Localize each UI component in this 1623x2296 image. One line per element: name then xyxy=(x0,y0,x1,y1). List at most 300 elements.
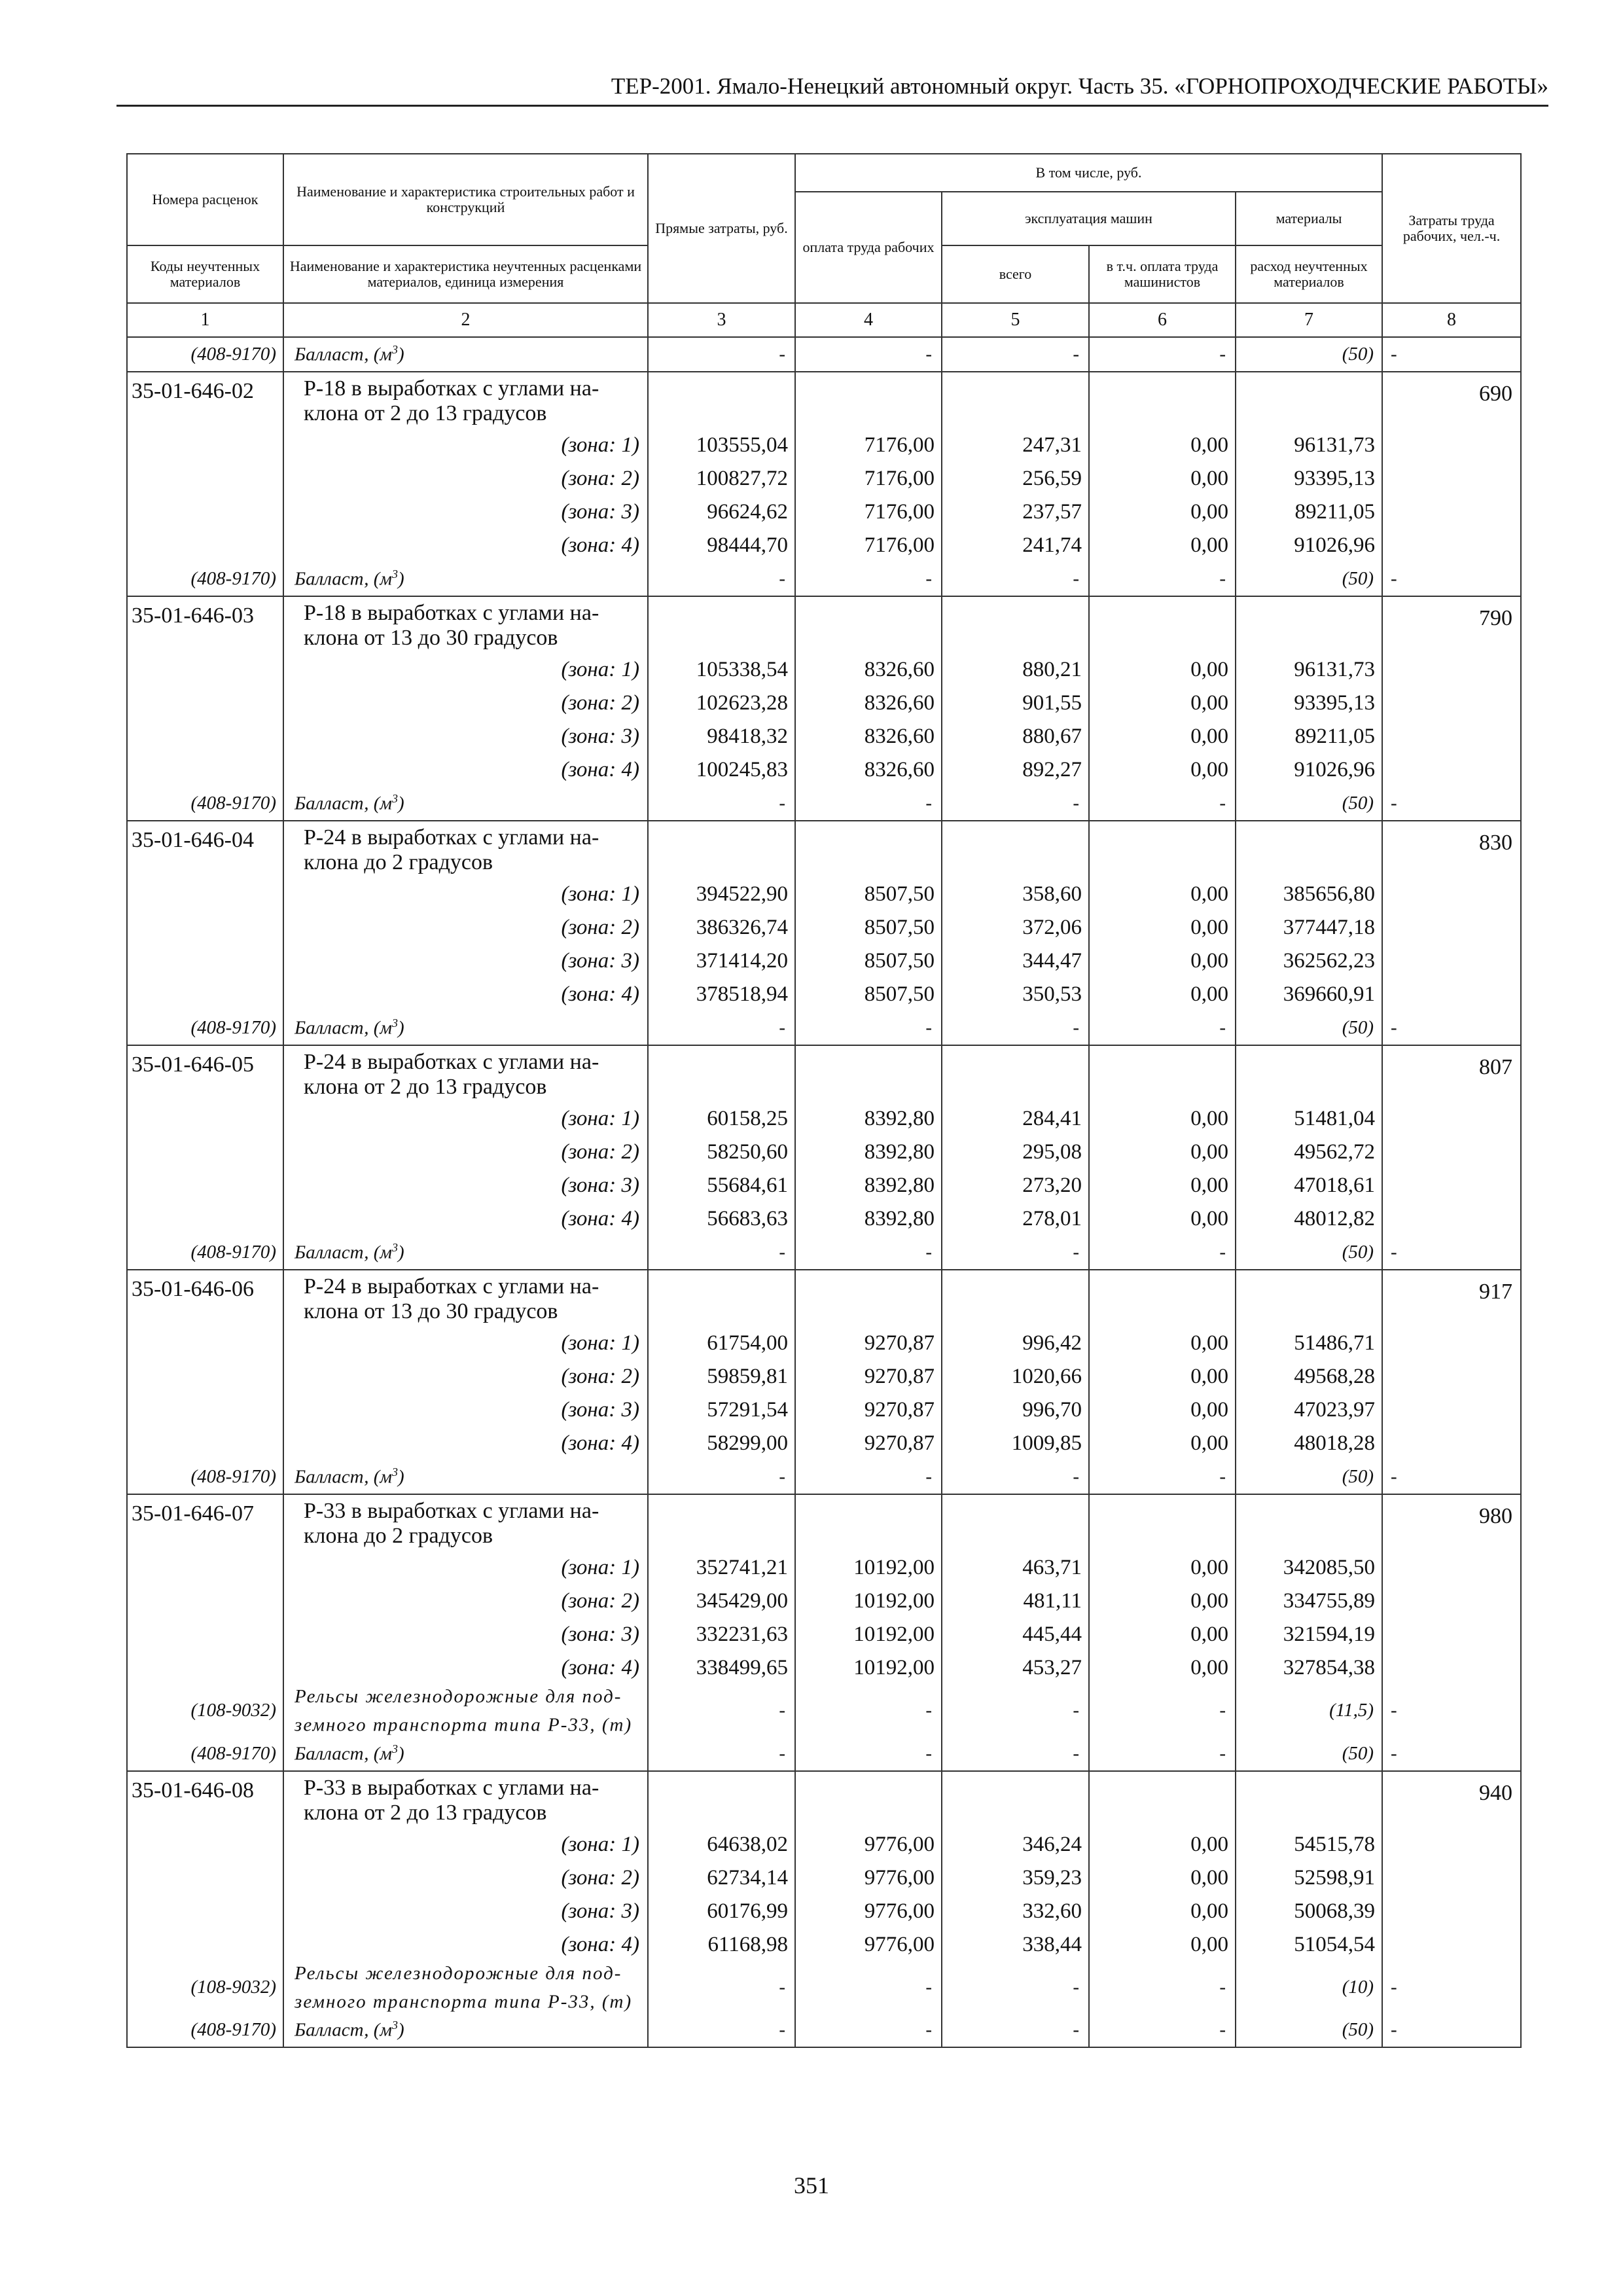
direct-cost: 352741,21 xyxy=(648,1551,795,1585)
col-code-bottom: Коды неучтенных материалов xyxy=(127,245,283,303)
direct-cost: 394522,90 xyxy=(648,878,795,911)
direct-cost: 332231,63 xyxy=(648,1618,795,1651)
col-labor: Затраты труда рабочих, чел.-ч. xyxy=(1382,154,1521,303)
rate-title: Р-18 в выработках с углами на-клона от 2 до 13 градусов xyxy=(283,372,648,429)
empty-cell xyxy=(127,529,283,562)
machine-cost: 358,60 xyxy=(942,878,1089,911)
materials-cost: 369660,91 xyxy=(1236,978,1382,1011)
materials-cost: 89211,05 xyxy=(1236,720,1382,753)
rate-title: Р-33 в выработках с углами на-клона от 2 до 13 градусов xyxy=(283,1771,648,1828)
empty-cell xyxy=(127,429,283,462)
wages-cost: 10192,00 xyxy=(795,1651,942,1685)
zone-label: (зона: 2) xyxy=(283,911,648,944)
empty-cell xyxy=(1382,495,1521,529)
direct-cost: 345429,00 xyxy=(648,1585,795,1618)
empty-cell xyxy=(1382,911,1521,944)
material-quantity: (50) xyxy=(1236,1011,1382,1045)
empty-cell xyxy=(795,1270,942,1327)
rate-code: 35-01-646-08 xyxy=(127,1771,283,1828)
material-row: (108-9032) Рельсы железнодорожные для под-земного транспорта типа Р-33, (т) - - - - (10) - xyxy=(127,1962,1521,2014)
direct-cost: 96624,62 xyxy=(648,495,795,529)
material-code: (408-9170) xyxy=(127,1011,283,1045)
direct-cost: 60176,99 xyxy=(648,1895,795,1928)
col-number-7: 7 xyxy=(1236,303,1382,337)
materials-cost: 321594,19 xyxy=(1236,1618,1382,1651)
zone-row xyxy=(127,1551,1521,1585)
materials-cost: 91026,96 xyxy=(1236,529,1382,562)
machine-wages-cost: 0,00 xyxy=(1089,878,1236,911)
material-code: (108-9032) xyxy=(127,1685,283,1737)
rate-title-row xyxy=(127,372,1521,429)
empty-cell xyxy=(795,1494,942,1551)
page-header-title: ТЕР-2001. Ямало-Ненецкий автономный округ. Часть 35. «ГОРНОПРОХОДЧЕСКИЕ РАБОТЫ» xyxy=(611,73,1548,99)
zone-label: (зона: 1) xyxy=(283,429,648,462)
empty-cell xyxy=(1236,1494,1382,1551)
zone-label: (зона: 1) xyxy=(283,1551,648,1585)
zone-row xyxy=(127,1828,1521,1861)
zone-row xyxy=(127,1393,1521,1427)
materials-cost: 50068,39 xyxy=(1236,1895,1382,1928)
rate-title-row xyxy=(127,821,1521,878)
empty-cell xyxy=(795,596,942,653)
zone-row xyxy=(127,529,1521,562)
machine-cost: 284,41 xyxy=(942,1102,1089,1136)
empty-cell xyxy=(1236,596,1382,653)
col-code-top: Номера расценок xyxy=(127,154,283,245)
page-number: 351 xyxy=(794,2172,829,2198)
zone-label: (зона: 2) xyxy=(283,1585,648,1618)
empty-cell xyxy=(1382,1393,1521,1427)
zone-label: (зона: 4) xyxy=(283,1651,648,1685)
wages-cost: 8507,50 xyxy=(795,978,942,1011)
empty-cell xyxy=(127,1861,283,1895)
empty-cell xyxy=(648,1494,795,1551)
empty-cell xyxy=(1382,1895,1521,1928)
machine-cost: 350,53 xyxy=(942,978,1089,1011)
materials-cost: 327854,38 xyxy=(1236,1651,1382,1685)
zone-row xyxy=(127,1427,1521,1460)
empty-cell xyxy=(1382,1427,1521,1460)
zone-row xyxy=(127,462,1521,495)
labor-value: 830 xyxy=(1382,821,1521,878)
material-quantity: (10) xyxy=(1236,1962,1382,2014)
empty-cell xyxy=(1089,1771,1236,1828)
empty-cell xyxy=(1382,1928,1521,1962)
material-name: Балласт, $(м^3)$ xyxy=(283,1460,648,1494)
machine-cost: 481,11 xyxy=(942,1585,1089,1618)
empty-cell xyxy=(1382,1828,1521,1861)
materials-cost: 51054,54 xyxy=(1236,1928,1382,1962)
col-machines-total: всего xyxy=(942,245,1089,303)
material-name: Балласт, $(м^3)$ xyxy=(283,1011,648,1045)
machine-cost: 241,74 xyxy=(942,529,1089,562)
materials-cost: 51481,04 xyxy=(1236,1102,1382,1136)
empty-cell xyxy=(648,1045,795,1102)
materials-cost: 51486,71 xyxy=(1236,1327,1382,1360)
machine-wages-cost: 0,00 xyxy=(1089,1136,1236,1169)
empty-cell xyxy=(942,1045,1089,1102)
empty-cell xyxy=(1382,944,1521,978)
materials-cost: 91026,96 xyxy=(1236,753,1382,787)
direct-cost: 56683,63 xyxy=(648,1202,795,1236)
material-quantity: (11,5) xyxy=(1236,1685,1382,1737)
rate-title: Р-24 в выработках с углами на-клона от 2 до 13 градусов xyxy=(283,1045,648,1102)
direct-cost: 58299,00 xyxy=(648,1427,795,1460)
wages-cost: 8326,60 xyxy=(795,720,942,753)
labor-value: 807 xyxy=(1382,1045,1521,1102)
zone-label: (зона: 4) xyxy=(283,978,648,1011)
machine-cost: 338,44 xyxy=(942,1928,1089,1962)
price-table xyxy=(126,153,1522,2048)
wages-cost: 9270,87 xyxy=(795,1427,942,1460)
zone-row xyxy=(127,944,1521,978)
material-name: Балласт, $(м^3)$ xyxy=(283,2013,648,2047)
direct-cost: 100245,83 xyxy=(648,753,795,787)
zone-row xyxy=(127,1861,1521,1895)
direct-cost: 57291,54 xyxy=(648,1393,795,1427)
rate-title-row xyxy=(127,1045,1521,1102)
empty-cell xyxy=(1382,720,1521,753)
col-name-top: Наименование и характеристика строительных работ и конструкций xyxy=(283,154,648,245)
empty-cell xyxy=(795,821,942,878)
empty-cell xyxy=(127,1895,283,1928)
empty-cell xyxy=(1089,1494,1236,1551)
materials-cost: 49562,72 xyxy=(1236,1136,1382,1169)
rate-title-row xyxy=(127,1494,1521,1551)
empty-cell xyxy=(942,821,1089,878)
wages-cost: 8326,60 xyxy=(795,687,942,720)
zone-row xyxy=(127,1202,1521,1236)
zone-row xyxy=(127,687,1521,720)
rate-title-row xyxy=(127,1270,1521,1327)
zone-row xyxy=(127,753,1521,787)
material-row: (408-9170) Балласт, $(м^3)$ - - - - (50) - xyxy=(127,337,1521,372)
materials-cost: 54515,78 xyxy=(1236,1828,1382,1861)
materials-cost: 93395,13 xyxy=(1236,462,1382,495)
machine-cost: 344,47 xyxy=(942,944,1089,978)
empty-cell xyxy=(1382,1551,1521,1585)
labor-value: 917 xyxy=(1382,1270,1521,1327)
materials-cost: 47023,97 xyxy=(1236,1393,1382,1427)
material-quantity: (50) xyxy=(1236,787,1382,821)
empty-cell xyxy=(1382,462,1521,495)
machine-wages-cost: 0,00 xyxy=(1089,1551,1236,1585)
machine-wages-cost: 0,00 xyxy=(1089,1928,1236,1962)
machine-cost: 463,71 xyxy=(942,1551,1089,1585)
direct-cost: 61168,98 xyxy=(648,1928,795,1962)
empty-cell xyxy=(127,462,283,495)
zone-label: (зона: 4) xyxy=(283,1928,648,1962)
rate-code: 35-01-646-05 xyxy=(127,1045,283,1102)
table-header xyxy=(127,154,1521,337)
machine-cost: 996,42 xyxy=(942,1327,1089,1360)
empty-cell xyxy=(127,1393,283,1427)
materials-cost: 93395,13 xyxy=(1236,687,1382,720)
material-name: Балласт, $(м^3)$ xyxy=(283,1737,648,1771)
zone-label: (зона: 1) xyxy=(283,653,648,687)
empty-cell xyxy=(1382,1169,1521,1202)
zone-row xyxy=(127,911,1521,944)
empty-cell xyxy=(942,1771,1089,1828)
zone-row xyxy=(127,1618,1521,1651)
rate-code: 35-01-646-04 xyxy=(127,821,283,878)
wages-cost: 9776,00 xyxy=(795,1861,942,1895)
zone-row xyxy=(127,720,1521,753)
empty-cell xyxy=(1089,596,1236,653)
empty-cell xyxy=(1089,1045,1236,1102)
material-name: Рельсы железнодорожные для под-земного транспорта типа Р-33, (т) xyxy=(283,1685,648,1737)
materials-cost: 377447,18 xyxy=(1236,911,1382,944)
wages-cost: 8326,60 xyxy=(795,653,942,687)
col-number-3: 3 xyxy=(648,303,795,337)
col-group-title: В том числе, руб. xyxy=(795,154,1382,192)
labor-value: 690 xyxy=(1382,372,1521,429)
machine-cost: 1009,85 xyxy=(942,1427,1089,1460)
empty-cell xyxy=(1382,529,1521,562)
direct-cost: 102623,28 xyxy=(648,687,795,720)
zone-label: (зона: 3) xyxy=(283,495,648,529)
material-quantity: (50) xyxy=(1236,1236,1382,1270)
empty-cell xyxy=(127,911,283,944)
material-name: Балласт, $(м^3)$ xyxy=(283,337,648,372)
zone-row xyxy=(127,429,1521,462)
empty-cell xyxy=(127,1551,283,1585)
empty-cell xyxy=(127,1169,283,1202)
machine-cost: 880,21 xyxy=(942,653,1089,687)
direct-cost: 338499,65 xyxy=(648,1651,795,1685)
empty-cell xyxy=(1382,1618,1521,1651)
material-code: (408-9170) xyxy=(127,787,283,821)
machine-cost: 237,57 xyxy=(942,495,1089,529)
wages-cost: 9270,87 xyxy=(795,1393,942,1427)
rate-title-row xyxy=(127,1771,1521,1828)
material-name: Балласт, $(м^3)$ xyxy=(283,1236,648,1270)
empty-cell xyxy=(127,878,283,911)
direct-cost: 386326,74 xyxy=(648,911,795,944)
empty-cell xyxy=(127,1928,283,1962)
zone-label: (зона: 1) xyxy=(283,1327,648,1360)
direct-cost: 59859,81 xyxy=(648,1360,795,1393)
material-code: (408-9170) xyxy=(127,1236,283,1270)
empty-cell xyxy=(1382,429,1521,462)
empty-cell xyxy=(1382,687,1521,720)
col-machines: эксплуатация машин xyxy=(942,192,1236,245)
empty-cell xyxy=(942,596,1089,653)
col-direct: Прямые затраты, руб. xyxy=(648,154,795,303)
materials-cost: 48012,82 xyxy=(1236,1202,1382,1236)
direct-cost: 62734,14 xyxy=(648,1861,795,1895)
empty-cell xyxy=(1382,1585,1521,1618)
empty-cell xyxy=(648,596,795,653)
empty-cell xyxy=(1089,821,1236,878)
machine-wages-cost: 0,00 xyxy=(1089,529,1236,562)
zone-label: (зона: 4) xyxy=(283,529,648,562)
material-code: (408-9170) xyxy=(127,562,283,596)
material-name: Балласт, $(м^3)$ xyxy=(283,562,648,596)
materials-cost: 52598,91 xyxy=(1236,1861,1382,1895)
machine-cost: 996,70 xyxy=(942,1393,1089,1427)
direct-cost: 105338,54 xyxy=(648,653,795,687)
empty-cell xyxy=(1382,753,1521,787)
wages-cost: 9776,00 xyxy=(795,1895,942,1928)
empty-cell xyxy=(127,978,283,1011)
machine-wages-cost: 0,00 xyxy=(1089,687,1236,720)
material-row: (408-9170) Балласт, $(м^3)$ - - - - (50) - xyxy=(127,1737,1521,1771)
table-body xyxy=(127,337,1521,2047)
machine-cost: 445,44 xyxy=(942,1618,1089,1651)
materials-cost: 49568,28 xyxy=(1236,1360,1382,1393)
direct-cost: 100827,72 xyxy=(648,462,795,495)
col-number-4: 4 xyxy=(795,303,942,337)
materials-cost: 96131,73 xyxy=(1236,653,1382,687)
machine-wages-cost: 0,00 xyxy=(1089,462,1236,495)
material-name: Рельсы железнодорожные для под-земного транспорта типа Р-33, (т) xyxy=(283,1962,648,2014)
machine-wages-cost: 0,00 xyxy=(1089,1393,1236,1427)
material-quantity: (50) xyxy=(1236,337,1382,372)
material-code: (408-9170) xyxy=(127,1460,283,1494)
materials-cost: 96131,73 xyxy=(1236,429,1382,462)
material-quantity: (50) xyxy=(1236,562,1382,596)
zone-row xyxy=(127,1895,1521,1928)
empty-cell xyxy=(127,944,283,978)
machine-cost: 880,67 xyxy=(942,720,1089,753)
material-row: (408-9170) Балласт, $(м^3)$ - - - - (50) - xyxy=(127,787,1521,821)
empty-cell xyxy=(1236,1045,1382,1102)
zone-label: (зона: 4) xyxy=(283,1202,648,1236)
materials-cost: 47018,61 xyxy=(1236,1169,1382,1202)
labor-value: 940 xyxy=(1382,1771,1521,1828)
machine-wages-cost: 0,00 xyxy=(1089,1102,1236,1136)
empty-cell xyxy=(1236,372,1382,429)
empty-cell xyxy=(648,821,795,878)
empty-cell xyxy=(795,1045,942,1102)
col-name-bottom: Наименование и характеристика неучтенных расценками материалов, единица измерения xyxy=(283,245,648,303)
materials-cost: 362562,23 xyxy=(1236,944,1382,978)
zone-label: (зона: 1) xyxy=(283,1828,648,1861)
col-number-8: 8 xyxy=(1382,303,1521,337)
machine-wages-cost: 0,00 xyxy=(1089,753,1236,787)
zone-label: (зона: 2) xyxy=(283,1136,648,1169)
direct-cost: 60158,25 xyxy=(648,1102,795,1136)
wages-cost: 10192,00 xyxy=(795,1585,942,1618)
machine-wages-cost: 0,00 xyxy=(1089,1169,1236,1202)
empty-cell xyxy=(127,1102,283,1136)
rate-title: Р-24 в выработках с углами на-клона до 2 градусов xyxy=(283,821,648,878)
empty-cell xyxy=(127,1618,283,1651)
machine-wages-cost: 0,00 xyxy=(1089,944,1236,978)
col-number-5: 5 xyxy=(942,303,1089,337)
direct-cost: 378518,94 xyxy=(648,978,795,1011)
empty-cell xyxy=(795,1771,942,1828)
direct-cost: 371414,20 xyxy=(648,944,795,978)
empty-cell xyxy=(1236,1270,1382,1327)
material-code: (408-9170) xyxy=(127,1737,283,1771)
machine-cost: 346,24 xyxy=(942,1828,1089,1861)
machine-wages-cost: 0,00 xyxy=(1089,1618,1236,1651)
empty-cell xyxy=(1236,1771,1382,1828)
col-machines-wages: в т.ч. оплата труда машинистов xyxy=(1089,245,1236,303)
material-row: (408-9170) Балласт, $(м^3)$ - - - - (50) - xyxy=(127,562,1521,596)
rate-code: 35-01-646-02 xyxy=(127,372,283,429)
machine-cost: 359,23 xyxy=(942,1861,1089,1895)
zone-row xyxy=(127,1136,1521,1169)
machine-wages-cost: 0,00 xyxy=(1089,1895,1236,1928)
rate-title: Р-18 в выработках с углами на-клона от 13 до 30 градусов xyxy=(283,596,648,653)
empty-cell xyxy=(1382,978,1521,1011)
wages-cost: 10192,00 xyxy=(795,1618,942,1651)
wages-cost: 9270,87 xyxy=(795,1360,942,1393)
zone-label: (зона: 4) xyxy=(283,753,648,787)
zone-label: (зона: 1) xyxy=(283,878,648,911)
empty-cell xyxy=(1382,878,1521,911)
zone-label: (зона: 2) xyxy=(283,687,648,720)
empty-cell xyxy=(1382,1136,1521,1169)
empty-cell xyxy=(1382,1202,1521,1236)
wages-cost: 8507,50 xyxy=(795,944,942,978)
machine-wages-cost: 0,00 xyxy=(1089,1861,1236,1895)
machine-wages-cost: 0,00 xyxy=(1089,1651,1236,1685)
labor-value: 980 xyxy=(1382,1494,1521,1551)
empty-cell xyxy=(648,1771,795,1828)
empty-cell xyxy=(1382,1861,1521,1895)
rate-title-row xyxy=(127,596,1521,653)
direct-cost: 55684,61 xyxy=(648,1169,795,1202)
machine-cost: 295,08 xyxy=(942,1136,1089,1169)
zone-label: (зона: 3) xyxy=(283,1618,648,1651)
wages-cost: 8392,80 xyxy=(795,1202,942,1236)
empty-cell xyxy=(127,687,283,720)
col-wages: оплата труда рабочих xyxy=(795,192,942,303)
empty-cell xyxy=(942,1494,1089,1551)
zone-row xyxy=(127,878,1521,911)
machine-wages-cost: 0,00 xyxy=(1089,429,1236,462)
empty-cell xyxy=(127,1651,283,1685)
machine-cost: 901,55 xyxy=(942,687,1089,720)
machine-cost: 1020,66 xyxy=(942,1360,1089,1393)
zone-label: (зона: 3) xyxy=(283,720,648,753)
wages-cost: 9776,00 xyxy=(795,1828,942,1861)
col-number-1: 1 xyxy=(127,303,283,337)
wages-cost: 8507,50 xyxy=(795,911,942,944)
machine-wages-cost: 0,00 xyxy=(1089,911,1236,944)
direct-cost: 61754,00 xyxy=(648,1327,795,1360)
zone-row xyxy=(127,1360,1521,1393)
rate-title: Р-24 в выработках с углами на-клона от 13 до 30 градусов xyxy=(283,1270,648,1327)
material-quantity: (50) xyxy=(1236,1737,1382,1771)
zone-label: (зона: 3) xyxy=(283,1393,648,1427)
wages-cost: 7176,00 xyxy=(795,529,942,562)
material-row: (408-9170) Балласт, $(м^3)$ - - - - (50) - xyxy=(127,2013,1521,2047)
machine-cost: 256,59 xyxy=(942,462,1089,495)
direct-cost: 98444,70 xyxy=(648,529,795,562)
materials-cost: 334755,89 xyxy=(1236,1585,1382,1618)
wages-cost: 7176,00 xyxy=(795,495,942,529)
machine-cost: 278,01 xyxy=(942,1202,1089,1236)
empty-cell xyxy=(1382,1327,1521,1360)
zone-label: (зона: 4) xyxy=(283,1427,648,1460)
zone-row xyxy=(127,495,1521,529)
machine-cost: 372,06 xyxy=(942,911,1089,944)
machine-cost: 332,60 xyxy=(942,1895,1089,1928)
empty-cell xyxy=(127,1828,283,1861)
machine-cost: 273,20 xyxy=(942,1169,1089,1202)
material-code: (408-9170) xyxy=(127,337,283,372)
zone-row xyxy=(127,1102,1521,1136)
zone-row xyxy=(127,1651,1521,1685)
zone-label: (зона: 3) xyxy=(283,944,648,978)
rate-code: 35-01-646-06 xyxy=(127,1270,283,1327)
empty-cell xyxy=(942,372,1089,429)
